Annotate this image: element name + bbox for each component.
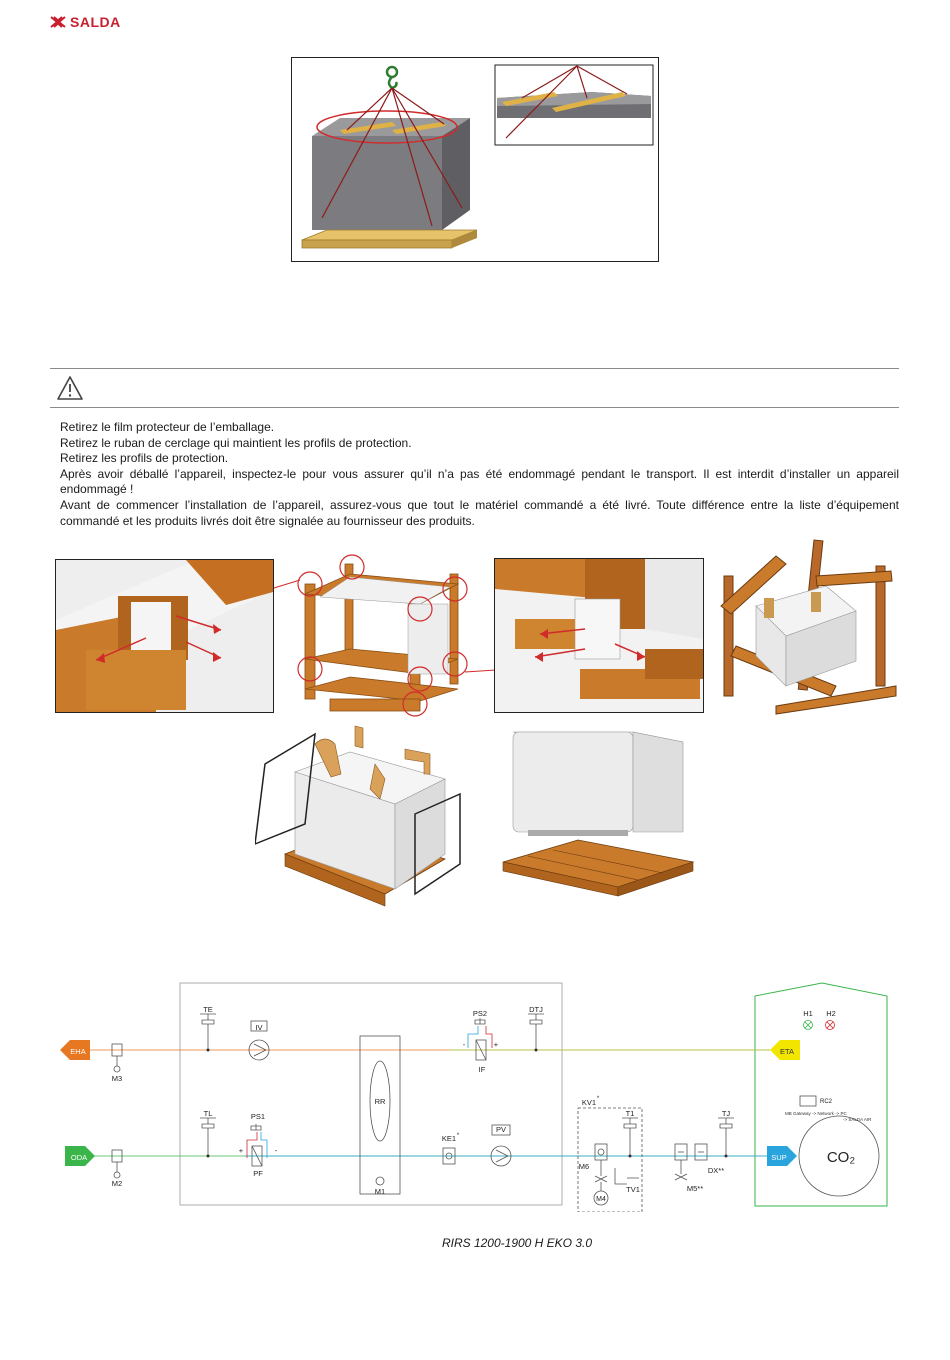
svg-text:M4: M4 [596, 1196, 606, 1203]
svg-text:TL: TL [203, 1109, 213, 1118]
svg-text:+: + [238, 1146, 244, 1155]
svg-text:RC2: RC2 [819, 1099, 833, 1105]
controller-housing [755, 983, 887, 1206]
unpacking-instructions [60, 420, 899, 529]
svg-text:EHA: EHA [70, 1047, 86, 1056]
svg-text:PS1: PS1 [250, 1112, 266, 1121]
svg-text:ETA: ETA [779, 1047, 795, 1056]
instruction-line: Retirez le film protecteur de l’emballage. [60, 420, 275, 434]
svg-text:*: * [596, 1096, 600, 1102]
oda-arrow [65, 1146, 95, 1166]
svg-text:RR: RR [374, 1097, 386, 1106]
crate-open-illustration [716, 536, 898, 716]
svg-text:DX**: DX** [707, 1166, 725, 1175]
instruction-line: Après avoir déballé l’appareil, inspectez-le pour vous assurer qu’il n’a pas été endommagé pendant le transport. Il est interdit d’installer un appareil endommagé ! [60, 466, 899, 497]
svg-text:MB Gateway -> Network -> PC: MB Gateway -> Network -> PC [785, 1111, 847, 1116]
svg-text:M2: M2 [111, 1179, 123, 1188]
svg-text:PF: PF [253, 1169, 263, 1178]
svg-text:KV1: KV1 [581, 1098, 597, 1107]
svg-text:M6: M6 [578, 1162, 590, 1171]
eha-arrow [60, 1040, 90, 1060]
svg-text:TJ: TJ [721, 1109, 731, 1118]
instruction-line: Avant de commencer l’installation de l’appareil, assurez-vous que tout le matériel commandé a été livré. Toute différence entre la liste d’équipement commandé et les produits livrés doit être signalée au fournisseur des produits. [60, 497, 899, 528]
salda-logo-icon [50, 16, 66, 28]
svg-text:DTJ: DTJ [529, 1005, 543, 1014]
ahu-casing [180, 983, 562, 1205]
svg-text:KE1: KE1 [441, 1134, 457, 1143]
instruction-line: Retirez les profils de protection. [60, 451, 229, 466]
sup-arrow [767, 1146, 797, 1166]
svg-text:TE: TE [203, 1005, 213, 1014]
unit-lifted-illustration [498, 722, 698, 898]
svg-text:SUP: SUP [771, 1153, 787, 1162]
svg-text:IF: IF [478, 1065, 486, 1074]
svg-text:H1: H1 [803, 1009, 813, 1018]
svg-text:-: - [462, 1040, 466, 1049]
svg-text:+: + [493, 1040, 499, 1049]
warning-divider-bottom [50, 407, 899, 408]
warning-triangle-icon [56, 375, 84, 406]
instruction-line: Retirez le ruban de cerclage qui maintient les profils de protection. [60, 435, 412, 450]
svg-text:-> SALDA AIR: -> SALDA AIR [843, 1117, 872, 1122]
crate-detail-left [55, 559, 274, 713]
svg-text:PV: PV [495, 1125, 507, 1134]
svg-text:M5**: M5** [686, 1184, 704, 1193]
svg-text:H2: H2 [826, 1009, 836, 1018]
salda-logo [50, 14, 121, 30]
warning-divider-top [50, 368, 899, 369]
unwrap-illustration [255, 724, 470, 914]
detail-connector-lines [270, 560, 500, 680]
svg-text:ODA: ODA [70, 1153, 88, 1162]
svg-text:PS2: PS2 [472, 1009, 488, 1018]
svg-text:TV1: TV1 [626, 1185, 640, 1194]
schematic-caption: RIRS 1200-1900 H EKO 3.0 [441, 1236, 593, 1250]
svg-text:T1: T1 [625, 1109, 635, 1118]
svg-text:-: - [274, 1146, 278, 1155]
svg-text:CO₂: CO₂ [826, 1149, 856, 1166]
svg-text:M3: M3 [111, 1074, 123, 1083]
brand-name: SALDA [70, 14, 121, 30]
lifting-illustration [291, 57, 659, 262]
svg-text:IV: IV [255, 1023, 263, 1032]
svg-text:M1: M1 [374, 1187, 386, 1196]
crate-detail-right [494, 558, 704, 713]
eta-arrow [770, 1040, 800, 1060]
ventilation-schematic [55, 978, 895, 1212]
svg-text:*: * [456, 1133, 460, 1139]
